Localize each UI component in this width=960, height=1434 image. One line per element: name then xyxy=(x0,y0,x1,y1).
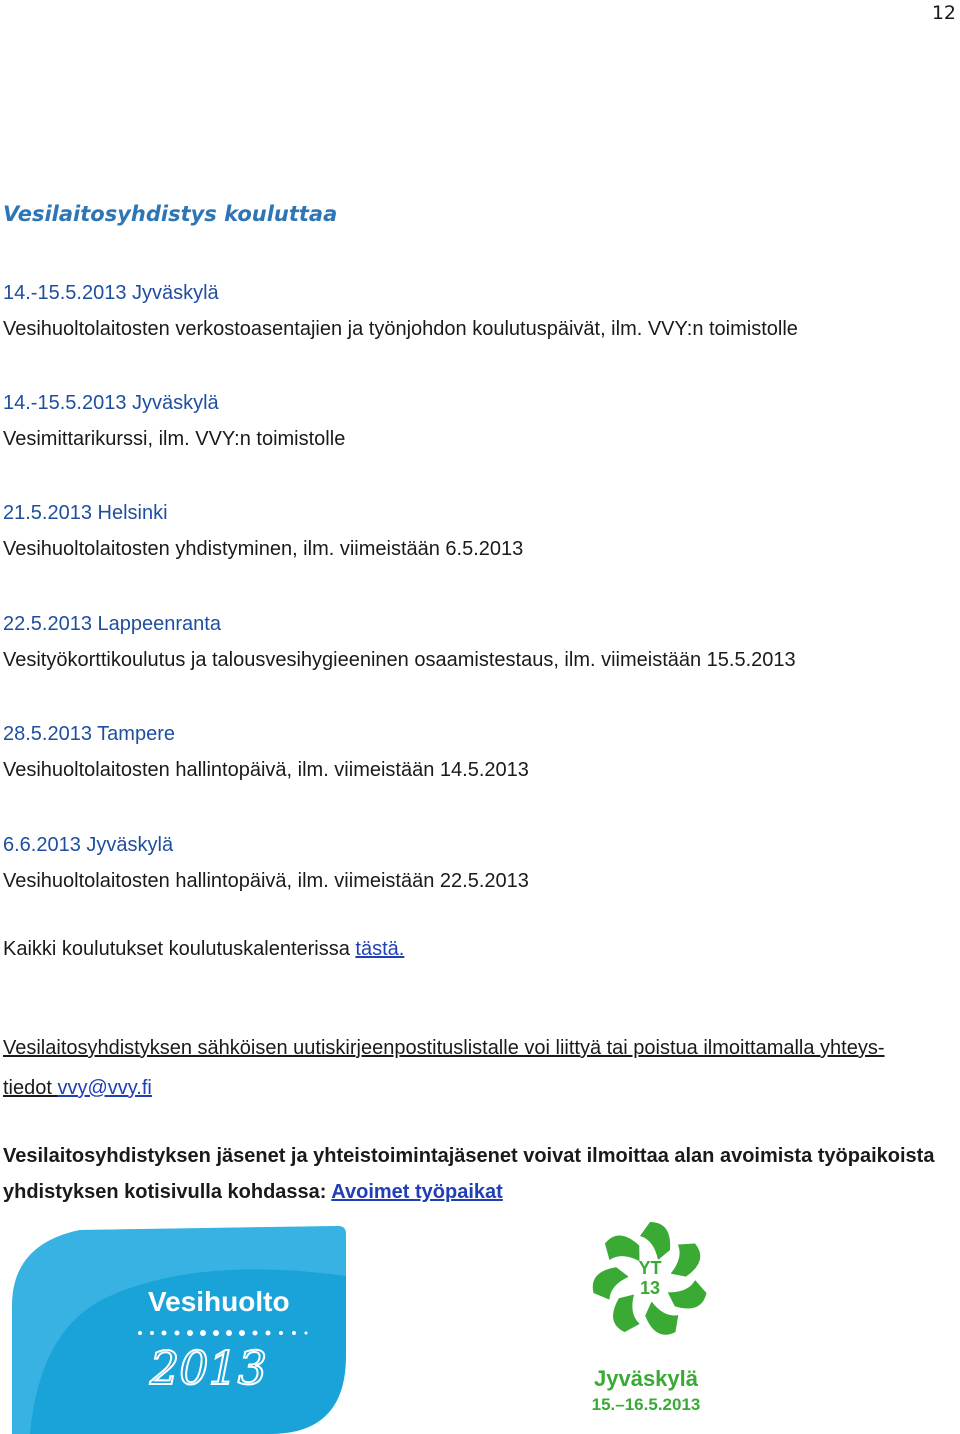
event-date: 28.5.2013 Tampere xyxy=(3,723,175,745)
event-date: 6.6.2013 Jyväskylä xyxy=(3,834,174,856)
newsletter-email-link[interactable]: vvy@vvy.fi xyxy=(57,1077,152,1099)
section-heading: Vesilaitosyhdistys kouluttaa xyxy=(3,202,338,226)
event-item xyxy=(3,495,523,567)
event-description: Vesimittarikurssi, ilm. VVY:n toimistolle xyxy=(3,428,346,450)
event-description: Vesityökorttikoulutus ja talousvesihygieeninen osaamistestaus, ilm. viimeistään 15.5.2013 xyxy=(3,649,796,671)
event-description: Vesihuoltolaitosten hallintopäivä, ilm. viimeistään 14.5.2013 xyxy=(3,759,529,781)
vesihuolto-logo xyxy=(0,1216,350,1434)
page-number: 12 xyxy=(931,2,956,24)
jobs-link[interactable]: Avoimet työpaikat xyxy=(331,1181,503,1203)
event-description: Vesihuoltolaitosten hallintopäivä, ilm. viimeistään 22.5.2013 xyxy=(3,870,529,892)
logo-dates: 15.–16.5.2013 xyxy=(591,1395,701,1414)
event-description: Vesihuoltolaitosten yhdistyminen, ilm. viimeistään 6.5.2013 xyxy=(3,538,524,560)
event-item xyxy=(3,275,798,347)
event-item xyxy=(3,716,529,788)
event-item xyxy=(3,606,796,678)
jobs-note xyxy=(3,1138,953,1210)
event-item xyxy=(3,385,345,457)
event-item xyxy=(3,827,529,899)
newsletter-prefix: tiedot xyxy=(3,1077,58,1099)
logo-city: Jyväskylä xyxy=(594,1366,698,1391)
logo-year: 2013 xyxy=(150,1341,268,1395)
event-description: Vesihuoltolaitosten verkostoasentajien ja työnjohdon koulutuspäivät, ilm. VVY:n toimistolle xyxy=(3,318,798,340)
event-date: 21.5.2013 Helsinki xyxy=(3,502,168,524)
event-date: 14.-15.5.2013 Jyväskylä xyxy=(3,392,219,414)
event-date: 22.5.2013 Lappeenranta xyxy=(3,613,221,635)
yt13-logo xyxy=(560,1218,740,1434)
calendar-note-text: Kaikki koulutukset koulutuskalenterissa xyxy=(3,938,356,960)
calendar-link[interactable]: tästä. xyxy=(355,938,405,960)
jobs-text: Vesilaitosyhdistyksen jäsenet ja yhteistoimintajäsenet voivat ilmoittaa alan avoimista työpaikoista yhdistyksen kotisivulla kohdassa: xyxy=(3,1145,935,1203)
calendar-note xyxy=(3,938,404,961)
newsletter-line: Vesilaitosyhdistyksen sähköisen uutiskirjeenpostituslistalle voi liittyä tai poistua ilmoittamalla yhteys- xyxy=(3,1037,885,1059)
event-date: 14.-15.5.2013 Jyväskylä xyxy=(3,282,219,304)
logo-yt-number: 13 xyxy=(639,1278,661,1298)
logo-title: Vesihuolto xyxy=(148,1286,290,1317)
logo-yt-code: YT xyxy=(638,1258,662,1278)
newsletter-note xyxy=(3,1028,953,1108)
